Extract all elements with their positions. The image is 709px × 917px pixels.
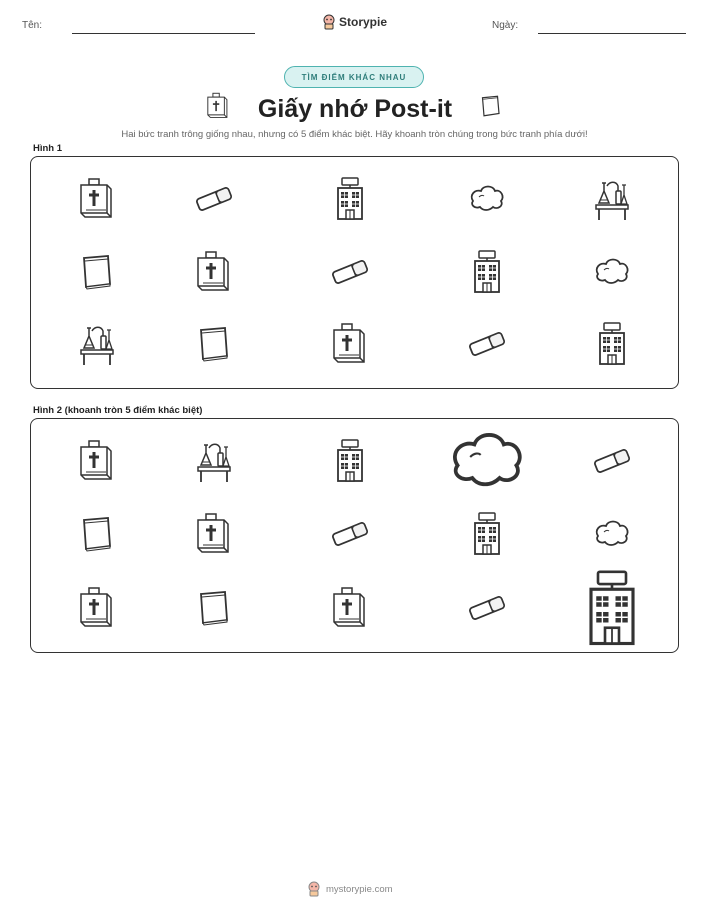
bible-icon[interactable] [330, 586, 370, 630]
bible-icon[interactable] [77, 177, 117, 221]
lab-table-icon[interactable] [194, 439, 234, 483]
title-notepad-icon [478, 94, 502, 118]
building-icon[interactable] [577, 570, 647, 647]
picture1-label: Hình 1 [33, 143, 63, 154]
name-line[interactable] [72, 33, 255, 34]
page-title: Giấy nhớ Post-it [257, 95, 453, 123]
instruction-text: Hai bức tranh trông giống nhau, nhưng có 5 điểm khác biệt. Hãy khoanh tròn chúng trong bức tranh phía dưới! [121, 129, 588, 140]
footer-link[interactable]: mystorypie.com [326, 883, 393, 895]
notepad-icon[interactable] [77, 512, 117, 556]
title-bible-icon [205, 92, 231, 120]
activity-badge: TÌM ĐIỂM KHÁC NHAU [284, 66, 424, 88]
lab-table-icon[interactable] [77, 322, 117, 366]
notepad-icon[interactable] [194, 586, 234, 630]
puddle-icon[interactable] [592, 512, 632, 556]
building-icon[interactable] [330, 177, 370, 221]
bible-icon[interactable] [194, 512, 234, 556]
notepad-icon[interactable] [194, 322, 234, 366]
logo-text: Storypie [339, 15, 388, 29]
date-label: Ngày: [492, 20, 519, 31]
puddle-icon[interactable] [467, 177, 507, 221]
eraser-icon[interactable] [467, 322, 507, 366]
building-icon[interactable] [592, 322, 632, 366]
notepad-icon[interactable] [77, 250, 117, 294]
bible-icon[interactable] [330, 322, 370, 366]
puddle-icon[interactable] [592, 250, 632, 294]
footer-mascot-icon [307, 881, 321, 897]
eraser-icon[interactable] [194, 177, 234, 221]
eraser-icon[interactable] [330, 250, 370, 294]
picture2-label: Hình 2 (khoanh tròn 5 điểm khác biệt) [33, 405, 203, 416]
bible-icon[interactable] [194, 250, 234, 294]
puddle-icon[interactable] [445, 415, 529, 507]
name-label: Tên: [22, 20, 43, 31]
date-line[interactable] [538, 33, 686, 34]
building-icon[interactable] [467, 512, 507, 556]
bible-icon[interactable] [77, 586, 117, 630]
storypie-logo [322, 12, 387, 32]
storypie-mascot-icon [322, 14, 336, 30]
eraser-icon[interactable] [592, 439, 632, 483]
eraser-icon[interactable] [330, 512, 370, 556]
building-icon[interactable] [330, 439, 370, 483]
lab-table-icon[interactable] [592, 177, 632, 221]
bible-icon[interactable] [77, 439, 117, 483]
building-icon[interactable] [467, 250, 507, 294]
eraser-icon[interactable] [467, 586, 507, 630]
footer [307, 880, 393, 898]
